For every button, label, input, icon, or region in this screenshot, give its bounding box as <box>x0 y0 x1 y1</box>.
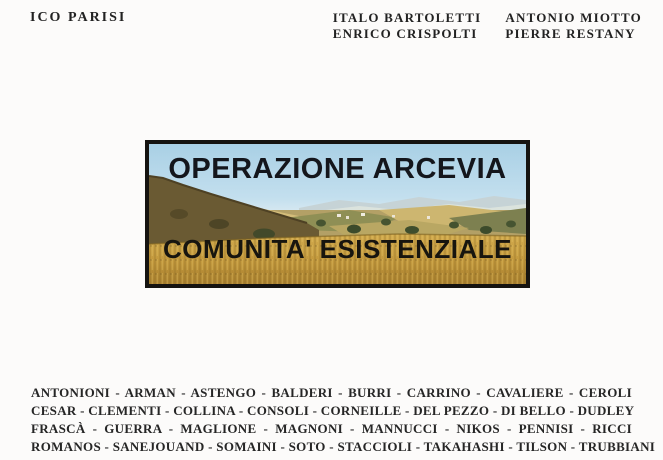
credit-name: ENRICO CRISPOLTI <box>332 26 478 41</box>
credits-block <box>333 10 642 41</box>
author-name: ICO PARISI <box>30 10 127 25</box>
artist-roster-line: ROMANOS - SANEJOUAND - SOMAINI - SOTO - STACCIOLI - TAKAHASHI - TILSON - TRUBBIANI <box>31 439 656 454</box>
credit-name: ANTONIO MIOTTO <box>505 10 642 25</box>
cover-subtitle: COMUNITA' ESISTENZIALE <box>163 234 512 264</box>
cover-title: OPERAZIONE ARCEVIA <box>168 153 507 185</box>
artist-roster <box>31 384 656 456</box>
credit-name: ITALO BARTOLETTI <box>332 10 482 25</box>
artist-roster-line: FRASCÀ - GUERRA - MAGLIONE - MAGNONI - MANNUCCI - NIKOS - PENNISI - RICCI <box>31 421 632 436</box>
credit-name: PIERRE RESTANY <box>505 26 636 41</box>
artist-roster-line: ANTONIONI - ARMAN - ASTENGO - BALDERI - BURRI - CARRINO - CAVALIERE - CEROLI <box>31 385 632 400</box>
cover-photo-plate <box>145 140 530 288</box>
artist-roster-line: CESAR - CLEMENTI - COLLINA - CONSOLI - CORNEILLE - DEL PEZZO - DI BELLO - DUDLEY <box>31 403 635 418</box>
